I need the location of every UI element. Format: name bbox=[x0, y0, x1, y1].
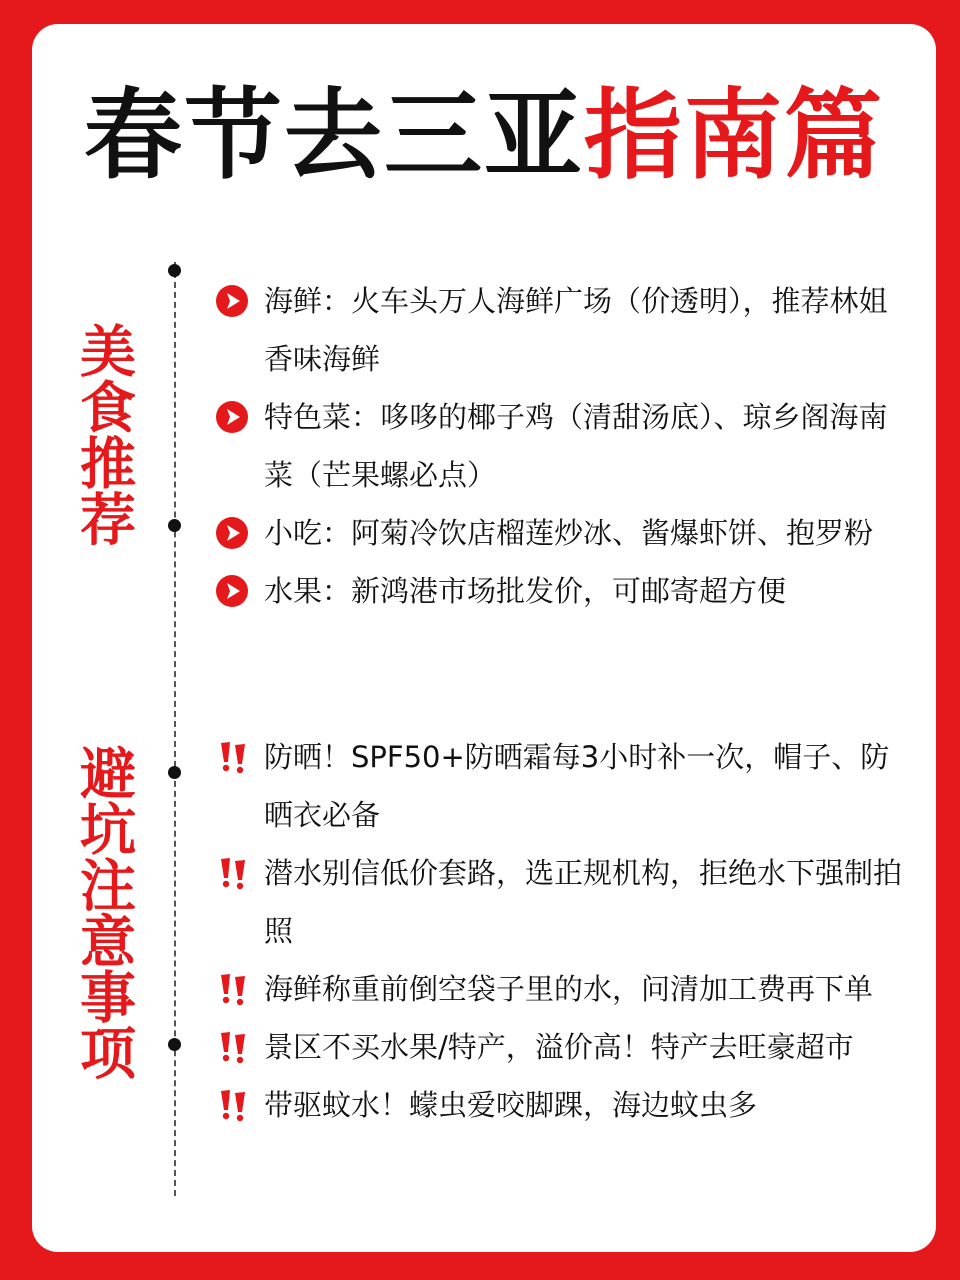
list-item bbox=[216, 504, 906, 562]
timeline-dot bbox=[168, 766, 181, 779]
tip-item-text: 带驱蚊水！蠓虫爱咬脚踝，海边蚊虫多 bbox=[264, 1088, 758, 1122]
list-item bbox=[216, 562, 906, 620]
arrow-right-circle-icon bbox=[216, 575, 248, 607]
timeline-dot bbox=[168, 1038, 181, 1051]
arrow-right-circle-icon bbox=[216, 401, 248, 433]
page-title bbox=[32, 76, 936, 196]
double-exclamation-icon bbox=[218, 1030, 250, 1064]
double-exclamation-icon bbox=[218, 740, 250, 774]
title-part-black: 春节去三亚 bbox=[83, 79, 584, 193]
tip-item-text: 海鲜称重前倒空袋子里的水，问清加工费再下单 bbox=[264, 972, 874, 1006]
arrow-right-circle-icon bbox=[216, 517, 248, 549]
list-item bbox=[216, 728, 906, 844]
timeline-line bbox=[174, 262, 176, 1196]
list-item bbox=[216, 388, 906, 504]
list-item bbox=[216, 1018, 906, 1076]
list-item bbox=[216, 1076, 906, 1134]
double-exclamation-icon bbox=[218, 972, 250, 1006]
list-item bbox=[216, 844, 906, 960]
food-item-text: 海鲜：火车头万人海鲜广场（价透明），推荐林姐香味海鲜 bbox=[264, 284, 888, 376]
list-item bbox=[216, 272, 906, 388]
food-item-text: 小吃：阿菊冷饮店榴莲炒冰、酱爆虾饼、抱罗粉 bbox=[264, 516, 874, 550]
tips-list bbox=[216, 728, 906, 1134]
timeline-dot bbox=[168, 519, 181, 532]
double-exclamation-icon bbox=[218, 1088, 250, 1122]
tip-item-text: 景区不买水果/特产，溢价高！特产去旺豪超市 bbox=[264, 1030, 854, 1064]
double-exclamation-icon bbox=[218, 856, 250, 890]
tips-section-label: 避坑注意事项 bbox=[71, 744, 136, 1080]
list-item bbox=[216, 960, 906, 1018]
arrow-right-circle-icon bbox=[216, 285, 248, 317]
timeline-dot bbox=[168, 264, 181, 277]
food-section-label: 美食推荐 bbox=[71, 322, 136, 546]
title-part-red: 指南篇 bbox=[584, 79, 885, 193]
guide-card bbox=[32, 24, 936, 1252]
tip-item-text: 潜水别信低价套路，选正规机构，拒绝水下强制拍照 bbox=[264, 856, 903, 948]
food-item-text: 水果：新鸿港市场批发价，可邮寄超方便 bbox=[264, 574, 787, 608]
food-list bbox=[216, 272, 906, 620]
food-item-text: 特色菜：哆哆的椰子鸡（清甜汤底）、琼乡阁海南菜（芒果螺必点） bbox=[264, 400, 888, 492]
tip-item-text: 防晒！SPF50+防晒霜每3小时补一次，帽子、防晒衣必备 bbox=[264, 740, 890, 832]
